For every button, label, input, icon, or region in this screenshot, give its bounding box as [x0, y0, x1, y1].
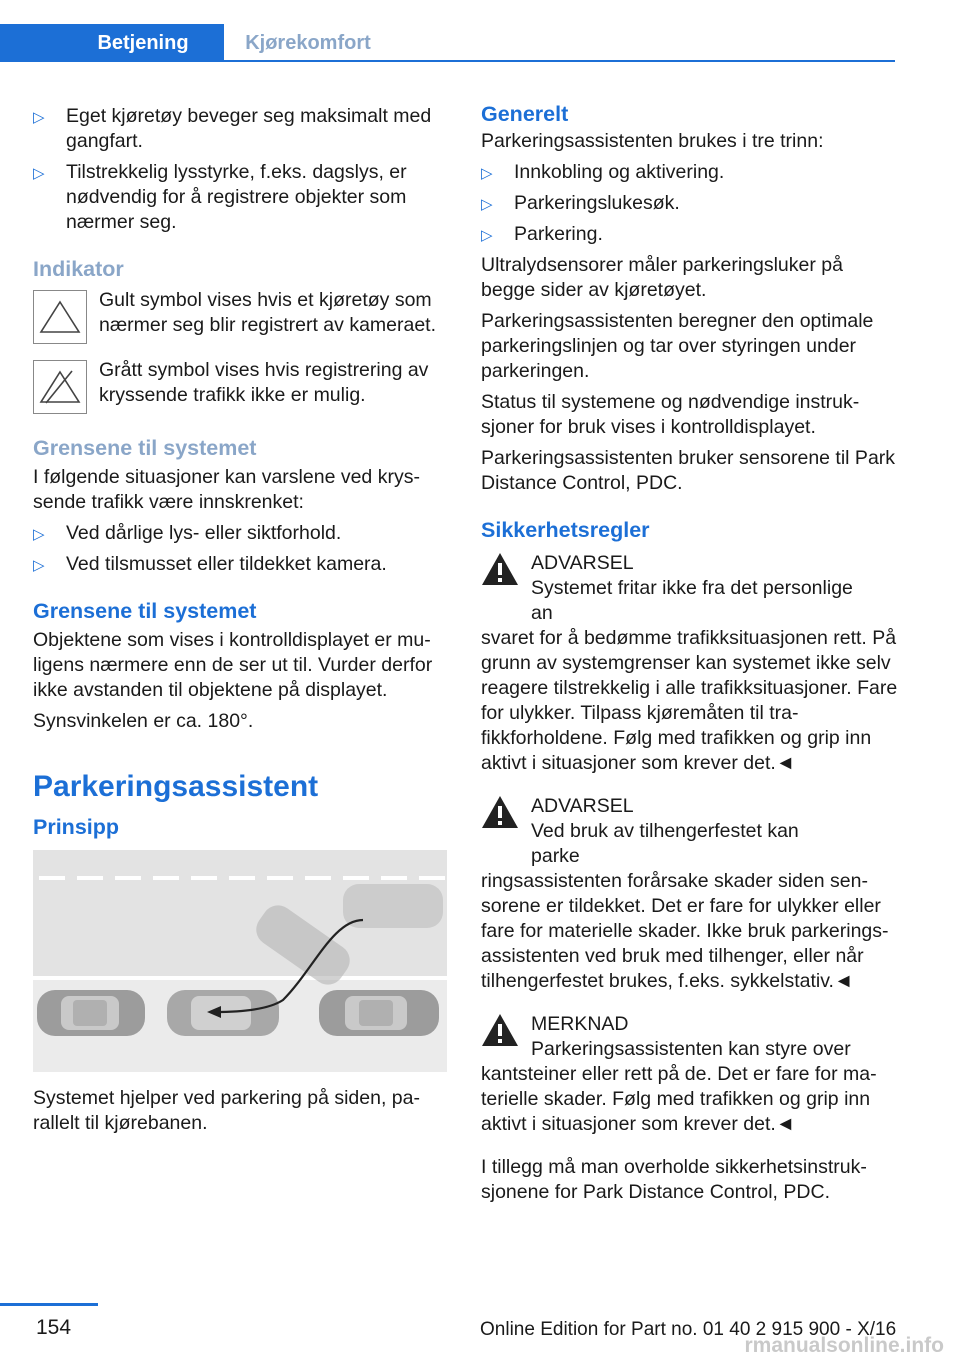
warning-block: [481, 551, 901, 776]
paragraph: Status til systemene og nødvendige instruksjoner for bruk vises i kontrolldisplayet.: [481, 391, 860, 438]
triangle-warning-outline-icon: [33, 290, 87, 344]
notice-text: kantsteiner eller rett på de. Det er fare for materielle skader. Følg med trafikken og grip inn aktivt i situasjoner som krever det.◄: [481, 1063, 877, 1135]
indikator-row-1: [33, 288, 451, 344]
warning-triangle-icon: [481, 551, 519, 587]
grensene-text-2: Objektene som vises i kontrolldisplayet er muligens nærmere enn de ser ut til. Vurder derfor ikke avstanden til objektene på displayet.: [33, 629, 433, 701]
prinsipp-heading: Prinsipp: [33, 815, 120, 839]
tab-betjening[interactable]: Betjening: [0, 24, 224, 62]
bullet-item: ▷ Parkeringslukesøk.: [481, 191, 901, 216]
indikator-text-2: Grått symbol vises hvis registrering av kryssende trafikk ikke er mulig.: [99, 359, 429, 406]
warning-first-line: Systemet fritar ikke fra det personlige an: [531, 577, 853, 624]
grensene-heading-1: Grensene til systemet: [33, 436, 257, 460]
bullet-triangle-icon: ▷: [481, 165, 493, 182]
closing-paragraph: I tillegg må man overholde sikkerhetsinstruksjonene for Park Distance Control, PDC.: [481, 1156, 867, 1203]
page-number: 154: [36, 1316, 72, 1339]
bullet-triangle-icon: ▷: [481, 227, 493, 244]
sikkerhet-heading: Sikkerhetsregler: [481, 518, 650, 542]
bullet-item: ▷ Ved tilsmusset eller tildekket kamera.: [33, 552, 451, 577]
bullet-triangle-icon: ▷: [33, 526, 45, 543]
bullet-triangle-icon: ▷: [33, 165, 45, 182]
bullet-triangle-icon: ▷: [481, 196, 493, 213]
page-header: [0, 0, 960, 62]
watermark: rmanualsonline.info: [744, 1334, 944, 1357]
notice-block: [481, 1012, 901, 1137]
notice-first-line: Parkeringsassistenten kan styre over: [531, 1038, 851, 1060]
bullet-item: ▷ Parkering.: [481, 222, 901, 247]
illustration-caption: Systemet hjelper ved parkering på siden, parallelt til kjørebanen.: [33, 1087, 420, 1134]
footer-divider: [0, 1303, 98, 1306]
warning-text: ringsassistenten forårsake skader siden sensorene er tildekket. Det er fare for ulykker eller fare for materielle skader. Ikke bruk parkeringsassistenten ved bruk med tilhenger, eller når tilhengerfestet brukes, f.eks. sykkelstativ.◄: [481, 870, 889, 992]
bullet-triangle-icon: ▷: [33, 109, 45, 126]
grensene-heading-2: Grensene til systemet: [33, 599, 257, 623]
indikator-row-2: [33, 358, 451, 414]
bullet-item: ▷ Eget kjøretøy beveger seg maksimalt med gangfart.: [33, 105, 432, 152]
grensene-text-1: I følgende situasjoner kan varslene ved kryssende trafikk være innskrenket:: [33, 466, 420, 513]
indikator-heading: Indikator: [33, 257, 124, 281]
right-column: [481, 100, 901, 1211]
left-column: [33, 100, 451, 1142]
parking-illustration: [33, 850, 447, 1072]
synsvinkel-text: Synsvinkelen er ca. 180°.: [33, 710, 254, 732]
bullet-item: ▷ Tilstrekkelig lysstyrke, f.eks. dagslys, er nødvendig for å registrere objekter som nærmer seg.: [33, 161, 407, 233]
bullet-item: ▷ Innkobling og aktivering.: [481, 160, 901, 185]
warning-triangle-icon: [481, 794, 519, 830]
bullet-item: ▷ Ved dårlige lys- eller siktforhold.: [33, 521, 451, 546]
warning-label: ADVARSEL: [531, 795, 634, 817]
warning-block: [481, 794, 901, 994]
warning-first-line: Ved bruk av tilhengerfestet kan parke: [531, 820, 799, 867]
notice-label: MERKNAD: [531, 1013, 629, 1035]
edition-text: Online Edition for Part no. 01 40 2 915 900 - X/16: [480, 1319, 897, 1340]
triangle-crossed-out-icon: [33, 360, 87, 414]
generelt-intro: Parkeringsassistenten brukes i tre trinn:: [481, 130, 824, 152]
paragraph: Parkeringsassistenten bruker sensorene til Park Distance Control, PDC.: [481, 447, 896, 494]
paragraph: Parkeringsassistenten beregner den optimale parkeringslinjen og tar over styringen under parkeringen.: [481, 310, 874, 382]
generelt-heading: Generelt: [481, 102, 569, 126]
indikator-text-1: Gult symbol vises hvis et kjøretøy som nærmer seg blir registrert av kameraet.: [99, 289, 437, 336]
section-title: Parkeringsassistent: [33, 770, 319, 803]
tab-kjorekomfort[interactable]: Kjørekomfort: [245, 31, 371, 54]
warning-triangle-icon: [481, 1012, 519, 1048]
bullet-triangle-icon: ▷: [33, 557, 45, 574]
header-divider: [0, 60, 895, 62]
paragraph: Ultralydsensorer måler parkeringsluker på begge sider av kjøretøyet.: [481, 254, 843, 301]
warning-text: svaret for å bedømme trafikksituasjonen rett. På grunn av systemgrenser kan systemet ikke selv reagere tilstrekkelig i alle trafikksituasjoner. Fare for ulykker. Tilpass kjøremåten til trafikkforholdene. Følg med trafikken og grip inn aktivt i situasjoner som krever det.◄: [481, 627, 898, 774]
warning-label: ADVARSEL: [531, 552, 634, 574]
